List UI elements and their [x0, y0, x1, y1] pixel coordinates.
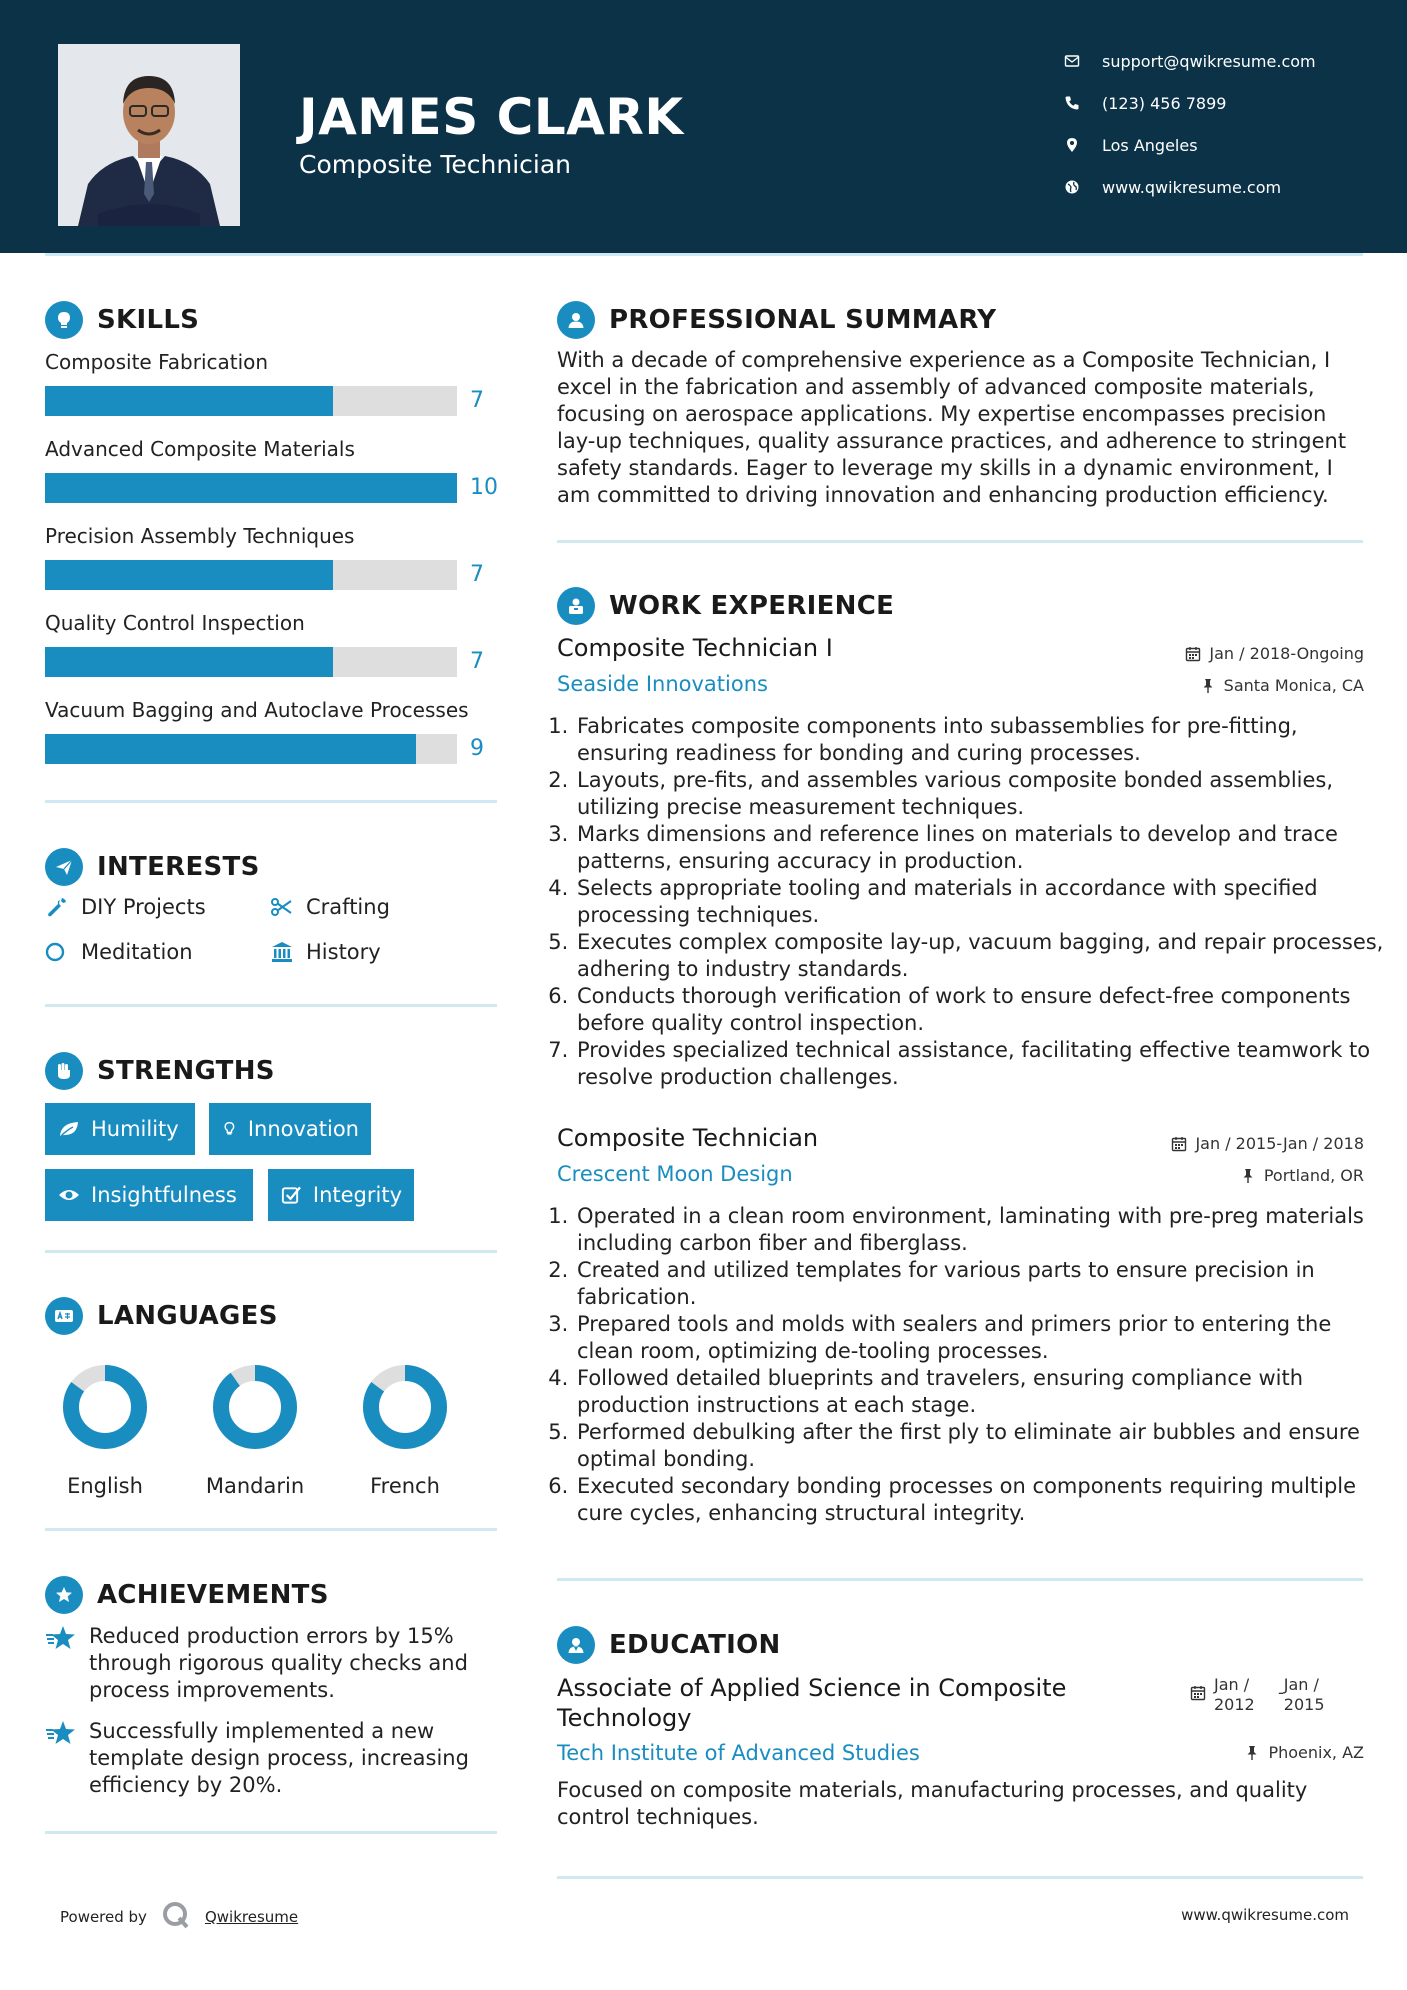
duty-item: 5. Executes complex composite lay-up, vacuum bagging, and repair processes, adhering to industry standards. — [575, 929, 1387, 983]
language-item — [335, 1362, 475, 1498]
skill-bar-fill — [45, 386, 333, 416]
job-title: Composite Technician — [557, 1124, 819, 1152]
powered-by-label: Powered by — [60, 1908, 147, 1926]
duty-item: 1. Fabricates composite components into subassemblies for pre-fitting, ensuring readiness for bonding and curing processes. — [575, 713, 1387, 767]
calendar-icon — [1185, 646, 1201, 662]
contact-website-text: www.qwikresume.com — [1102, 177, 1282, 197]
footer-website[interactable]: www.qwikresume.com — [1181, 1906, 1349, 1924]
achievement-text: Reduced production errors by 15% through rigorous quality checks and process improvements. — [89, 1624, 468, 1702]
strength-label: Humility — [91, 1117, 179, 1141]
achievement-item — [45, 1623, 485, 1704]
scissors-icon — [270, 895, 294, 919]
contact-email[interactable] — [1064, 40, 1394, 82]
globe-icon — [1064, 179, 1102, 195]
interest-label: History — [306, 940, 381, 964]
language-name: Mandarin — [205, 1474, 305, 1498]
languages-title: LANGUAGES — [97, 1301, 278, 1331]
lightbulb-icon — [221, 1117, 238, 1141]
pushpin-icon — [1200, 678, 1216, 694]
job-date — [1171, 1134, 1364, 1153]
education-school: Tech Institute of Advanced Studies — [557, 1741, 920, 1765]
duty-item: 3. Prepared tools and molds with sealers and primers prior to entering the clean room, optimizing de-tooling processes. — [575, 1311, 1387, 1365]
calendar-icon — [1171, 1136, 1187, 1152]
contact-phone-text: (123) 456 7899 — [1102, 93, 1227, 113]
experience-divider — [557, 1578, 1363, 1581]
skill-value: 10 — [470, 475, 498, 500]
contact-email-text: support@qwikresume.com — [1102, 51, 1316, 71]
duty-item: 1. Operated in a clean room environment, laminating with pre-preg materials including carbon fiber and fiberglass. — [575, 1203, 1387, 1257]
paper-plane-icon — [45, 848, 83, 886]
duty-item: 3. Marks dimensions and reference lines on materials to develop and trace patterns, ensuring accuracy in production. — [575, 821, 1387, 875]
education-degree: Associate of Applied Science in Composite Technology — [557, 1674, 1067, 1732]
strengths-heading — [45, 1052, 275, 1090]
contact-location-text: Los Angeles — [1102, 135, 1198, 155]
education-heading — [557, 1626, 781, 1664]
duty-item: 5. Performed debulking after the first ply to eliminate air bubbles and ensure optimal bonding. — [575, 1419, 1387, 1473]
map-pin-icon — [1064, 137, 1102, 153]
job-location — [1200, 676, 1364, 695]
summary-divider — [557, 540, 1363, 543]
job-date-text: Jan / 2018-Ongoing — [1209, 644, 1364, 663]
job-date-text: Jan / 2015-Jan / 2018 — [1195, 1134, 1364, 1153]
strength-label: Insightfulness — [91, 1183, 237, 1207]
footer-powered-by — [60, 1900, 298, 1934]
user-icon — [557, 301, 595, 339]
strength-badge — [45, 1169, 253, 1221]
circle-icon — [45, 940, 69, 964]
calendar-icon — [1190, 1685, 1206, 1701]
education-start: Jan / 2012 — [1214, 1675, 1255, 1714]
profile-photo — [58, 44, 240, 226]
language-level-ring — [210, 1362, 300, 1452]
education-title: EDUCATION — [609, 1630, 781, 1660]
skill-bar-fill — [45, 473, 457, 503]
summary-text: With a decade of comprehensive experience as a Composite Technician, I excel in the fabrication and assembly of advanced composite materials, focusing on aerospace applications. My expertise encompasses precision lay-up techniques, quality assurance practices, and adherence to stringent safety standards. Eager to leverage my skills in a dynamic environment, I am committed to driving innovation and enhancing production efficiency. — [557, 348, 1347, 507]
candidate-title: Composite Technician — [299, 150, 572, 179]
interests-title: INTERESTS — [97, 852, 260, 882]
contact-phone[interactable] — [1064, 82, 1394, 124]
strength-label: Integrity — [312, 1183, 402, 1207]
strength-badge — [45, 1103, 195, 1155]
strength-badge — [268, 1169, 414, 1221]
skill-value: 7 — [470, 388, 484, 413]
skill-bar-track — [45, 734, 457, 764]
star-icon — [45, 1720, 77, 1746]
language-level-ring — [60, 1362, 150, 1452]
achievements-title: ACHIEVEMENTS — [97, 1580, 329, 1610]
achievements-divider — [45, 1831, 497, 1834]
job-location-text: Portland, OR — [1263, 1166, 1364, 1185]
pushpin-icon — [1240, 1168, 1256, 1184]
contact-list — [1064, 40, 1394, 208]
interest-label: Meditation — [81, 940, 193, 964]
duty-item: 6. Executed secondary bonding processes on components requiring multiple cure cycles, enhancing structural integrity. — [575, 1473, 1387, 1527]
duty-item: 7. Provides specialized technical assistance, facilitating effective teamwork to resolve production challenges. — [575, 1037, 1387, 1091]
interest-item — [270, 940, 381, 964]
summary-heading — [557, 301, 996, 339]
trophy-star-icon — [45, 1576, 83, 1614]
candidate-name: JAMES CLARK — [299, 88, 684, 146]
interest-label: Crafting — [306, 895, 390, 919]
skills-title: SKILLS — [97, 305, 200, 335]
language-item — [35, 1362, 175, 1498]
translate-icon — [45, 1297, 83, 1335]
interest-item — [45, 940, 193, 964]
skills-heading — [45, 301, 199, 339]
skill-name: Advanced Composite Materials — [45, 437, 355, 461]
phone-icon — [1064, 95, 1102, 111]
skill-bar-fill — [45, 734, 416, 764]
language-level-arc — [221, 1373, 289, 1441]
header-divider — [45, 253, 1363, 256]
strengths-divider — [45, 1250, 497, 1253]
education-dates — [1190, 1675, 1334, 1715]
fist-icon — [45, 1052, 83, 1090]
skill-name: Precision Assembly Techniques — [45, 524, 355, 548]
language-name: French — [370, 1474, 440, 1498]
skill-bar-track — [45, 386, 457, 416]
graduate-icon — [557, 1626, 595, 1664]
skill-name: Quality Control Inspection — [45, 611, 305, 635]
contact-location — [1064, 124, 1394, 166]
strength-badge — [209, 1103, 371, 1155]
summary-title: PROFESSIONAL SUMMARY — [609, 305, 997, 335]
briefcase-user-icon — [557, 587, 595, 625]
interest-label: DIY Projects — [81, 895, 206, 919]
experience-title: WORK EXPERIENCE — [609, 591, 895, 621]
interests-divider — [45, 1004, 497, 1007]
lightbulb-icon — [45, 301, 83, 339]
strength-label: Innovation — [247, 1117, 359, 1141]
duty-item: 4. Followed detailed blueprints and travelers, ensuring compliance with production instructions at each stage. — [575, 1365, 1387, 1419]
languages-divider — [45, 1528, 497, 1531]
language-item — [185, 1362, 325, 1498]
duty-item: 2. Layouts, pre-fits, and assembles various composite bonded assemblies, utilizing precise measurement techniques. — [575, 767, 1387, 821]
interests-heading — [45, 848, 260, 886]
job-location — [1240, 1166, 1364, 1185]
pushpin-icon — [1244, 1745, 1260, 1761]
eye-icon — [57, 1183, 81, 1207]
job-company: Seaside Innovations — [557, 672, 768, 696]
experience-heading — [557, 587, 894, 625]
duty-item: 2. Created and utilized templates for various parts to ensure precision in fabrication. — [575, 1257, 1387, 1311]
education-location-text: Phoenix, AZ — [1268, 1743, 1364, 1762]
skill-bar-track — [45, 647, 457, 677]
duty-item: 4. Selects appropriate tooling and materials in accordance with specified processing techniques. — [575, 875, 1387, 929]
museum-icon — [270, 940, 294, 964]
skill-bar-track — [45, 560, 457, 590]
education-end: Jan / 2015 — [1283, 1675, 1325, 1714]
skill-value: 7 — [470, 649, 484, 674]
skill-bar-fill — [45, 560, 333, 590]
leaf-icon — [57, 1117, 81, 1141]
education-location — [1244, 1743, 1364, 1762]
contact-website[interactable] — [1064, 166, 1394, 208]
star-icon — [45, 1625, 77, 1651]
header-banner — [0, 0, 1407, 253]
education-dash: - — [1278, 1683, 1284, 1702]
skill-name: Composite Fabrication — [45, 350, 269, 374]
envelope-icon — [1064, 53, 1102, 69]
job-date — [1185, 644, 1364, 663]
job-company: Crescent Moon Design — [557, 1162, 793, 1186]
achievement-item — [45, 1718, 485, 1799]
language-level-ring — [360, 1362, 450, 1452]
job-title: Composite Technician I — [557, 634, 833, 662]
skill-bar-fill — [45, 647, 333, 677]
strengths-title: STRENGTHS — [97, 1056, 275, 1086]
qwikresume-link[interactable]: Qwikresume — [204, 1908, 299, 1926]
skill-bar-track — [45, 473, 457, 503]
languages-heading — [45, 1297, 278, 1335]
job-duties — [557, 713, 1387, 1091]
skill-name: Vacuum Bagging and Autoclave Processes — [45, 698, 469, 722]
wrench-icon — [45, 895, 69, 919]
education-description: Focused on composite materials, manufacturing processes, and quality control techniques. — [557, 1778, 1308, 1829]
interest-item — [45, 895, 206, 919]
achievements-heading — [45, 1576, 329, 1614]
skill-value: 7 — [470, 562, 484, 587]
duty-item: 6. Conducts thorough verification of work to ensure defect-free components before quality control inspection. — [575, 983, 1387, 1037]
skills-divider — [45, 800, 497, 803]
check-square-icon — [280, 1183, 303, 1207]
job-location-text: Santa Monica, CA — [1223, 676, 1364, 695]
interest-item — [270, 895, 390, 919]
education-divider — [557, 1876, 1363, 1879]
skill-value: 9 — [470, 736, 484, 761]
achievement-text: Successfully implemented a new template design process, increasing efficiency by 20%. — [89, 1719, 469, 1797]
language-name: English — [67, 1474, 143, 1498]
qwikresume-logo-icon — [161, 1900, 191, 1934]
job-duties — [557, 1203, 1387, 1527]
